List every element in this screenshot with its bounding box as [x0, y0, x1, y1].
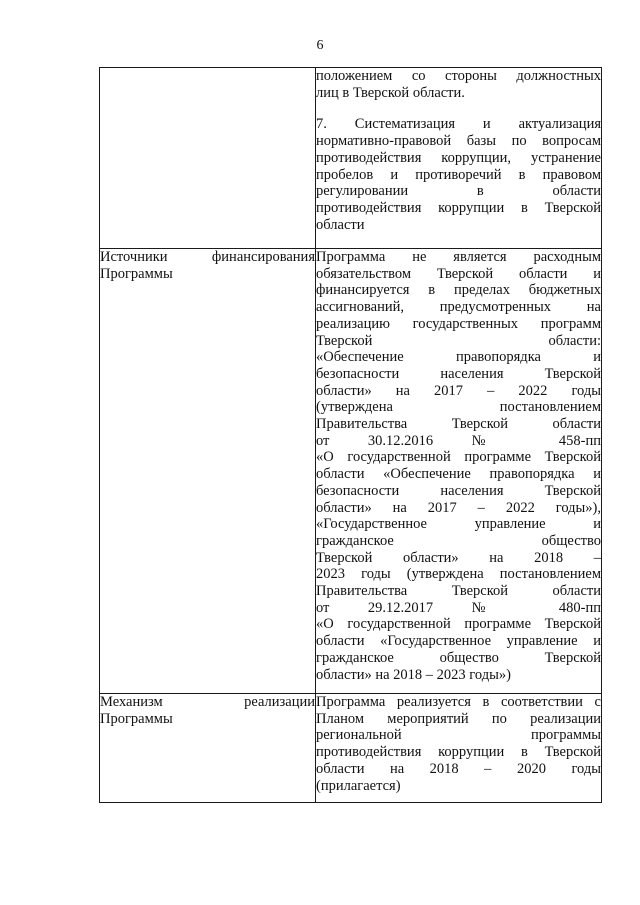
- text-line: от 30.12.2016 № 458-пп: [316, 432, 601, 449]
- mechanism-label-line2: Программы: [100, 710, 173, 727]
- text-line: Тверской области:: [316, 332, 601, 349]
- text-line: обязательством Тверской области и: [316, 265, 601, 282]
- mechanism-label: Механизм реализации: [100, 694, 315, 710]
- text-line: пробелов и противоречий в правовом: [316, 166, 601, 183]
- text-line: регулировании в области: [316, 183, 601, 200]
- text-line: 2023 годы (утверждена постановлением: [316, 566, 601, 583]
- text-line: от 29.12.2017 № 480-пп: [316, 599, 601, 616]
- text-line: области на 2018 – 2020 годы: [316, 760, 601, 777]
- table-row-continued: [100, 68, 602, 249]
- text-line: Правительства Тверской области: [316, 416, 601, 433]
- financing-label: Источники финансирования: [100, 249, 315, 265]
- financing-label-line2: Программы: [100, 265, 173, 282]
- text-line: области» на 2017 – 2022 годы: [316, 382, 601, 399]
- text-line: «Государственное управление и: [316, 516, 601, 533]
- page-number: 6: [316, 38, 324, 53]
- text-line: безопасности населения Тверской: [316, 482, 601, 499]
- text-line: безопасности населения Тверской: [316, 365, 601, 382]
- program-passport-table: [99, 67, 602, 803]
- text-line: Программа реализуется в соответствии с: [316, 694, 601, 710]
- text-line: «О государственной программе Тверской: [316, 616, 601, 633]
- mechanism-label-cell: [100, 694, 316, 803]
- mechanism-value: [316, 694, 602, 803]
- text-line: гражданское общество: [316, 532, 601, 549]
- text-line: области «Государственное управление и: [316, 633, 601, 650]
- text-line: Планом мероприятий по реализации: [316, 710, 601, 727]
- text-line: (утверждена постановлением: [316, 399, 601, 416]
- table-row-financing: [100, 249, 602, 694]
- text-line: области» на 2017 – 2022 годы»),: [316, 499, 601, 516]
- financing-value: [316, 249, 602, 694]
- continued-text-item-7: [316, 116, 601, 233]
- text-line: «Обеспечение правопорядка и: [316, 349, 601, 366]
- text-line: области» на 2018 – 2023 годы»): [316, 666, 511, 683]
- text-line: реализацию государственных программ: [316, 315, 601, 332]
- text-line: 7. Систематизация и актуализация: [316, 116, 601, 133]
- text-line: области «Обеспечение правопорядка и: [316, 466, 601, 483]
- text-line: противодействия коррупции в Тверской: [316, 744, 601, 761]
- text-line: Программа не является расходным: [316, 249, 601, 265]
- text-line: Тверской области» на 2018 –: [316, 549, 601, 566]
- text-line: противодействия коррупции в Тверской: [316, 199, 601, 216]
- row-continued-value: [316, 68, 602, 249]
- financing-text: [316, 249, 601, 683]
- text-line: противодействия коррупции, устранение: [316, 149, 601, 166]
- text-line: «О государственной программе Тверской: [316, 449, 601, 466]
- table-row-mechanism: [100, 694, 602, 803]
- text-line: (прилагается): [316, 777, 401, 794]
- row-continued-label: [100, 68, 316, 249]
- text-line: области: [316, 216, 365, 233]
- mechanism-text: [316, 694, 601, 794]
- text-line: положением со стороны должностных: [316, 68, 601, 84]
- text-line: нормативно-правовой базы по вопросам: [316, 133, 601, 150]
- financing-label-cell: [100, 249, 316, 694]
- continued-text-part1: [316, 68, 601, 101]
- text-line: региональной программы: [316, 727, 601, 744]
- text-line: финансируется в пределах бюджетных: [316, 282, 601, 299]
- text-line: гражданское общество Тверской: [316, 649, 601, 666]
- text-line: лиц в Тверской области.: [316, 84, 465, 101]
- text-line: Правительства Тверской области: [316, 583, 601, 600]
- text-line: ассигнований, предусмотренных на: [316, 299, 601, 316]
